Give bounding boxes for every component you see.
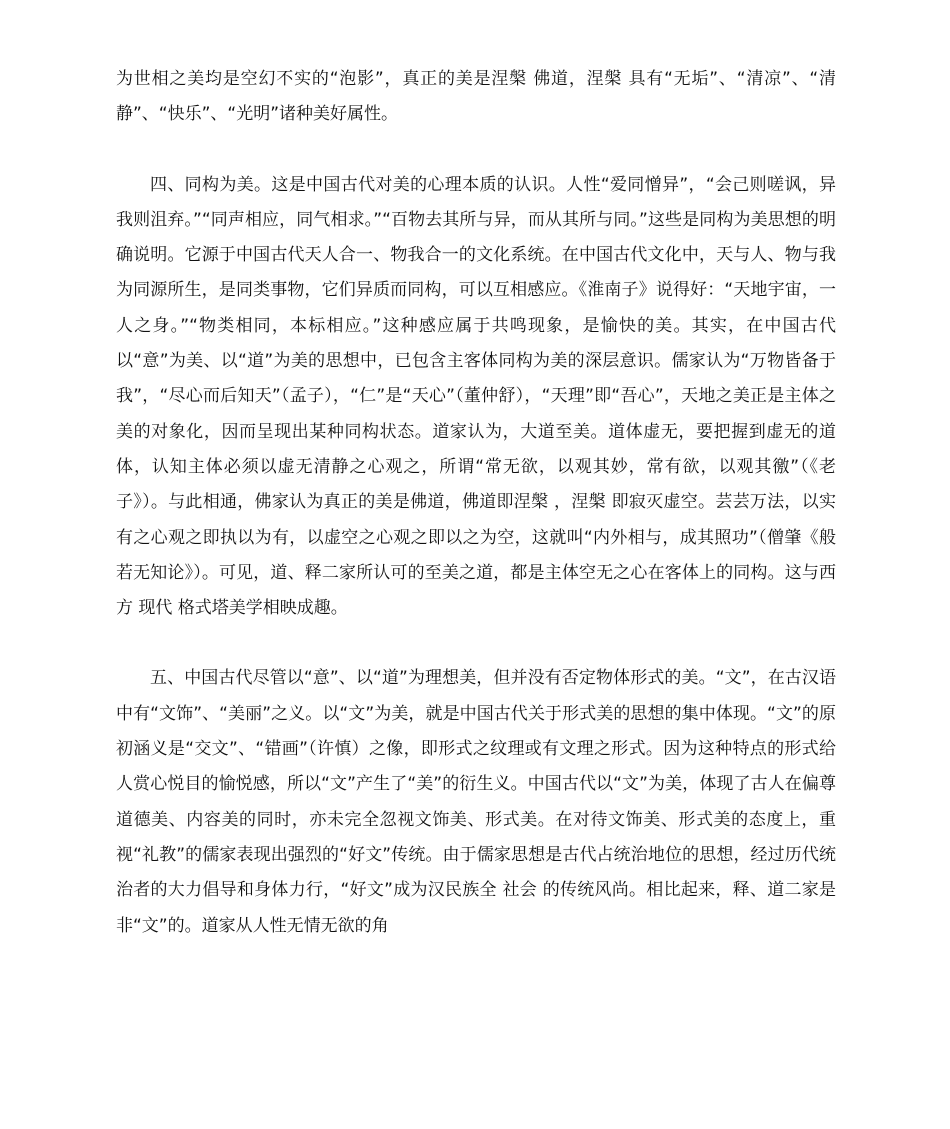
paragraph-continuation: 为世相之美均是空幻不实的“泡影”，真正的美是涅槃 佛道，涅槃 具有“无垢”、“清凉”、“清 静”、“快乐”、“光明”诸种美好属性。 [116,69,836,125]
paragraph-spacer [116,626,836,661]
document-page [116,62,836,944]
paragraph-isomorphism: 四、同构为美。这是中国古代对美的心理本质的认识。人性“爱同憎异”，“会己则嗟讽，异我则沮弃。”“同声相应，同气相求。”“百物去其所与异，而从其所与同。”这些是同构为美思想的明确说明。它源于中国古代天人合一、物我合一的文化系统。在中国古代文化中，天与人、物与我为同源所生，是同类事物，它们异质而同构，可以互相感应。《淮南子》说得好：“天地宇宙，一人之身。”“物类相同，本标相应。”这种感应属于共鸣现象，是愉快的美。其实，在中国古代以“意”为美、以“道”为美的思想中，已包含主客体同构为美的深层意识。儒家认为“万物皆备于我”，“尽心而后知天”（孟子），“仁”是“天心”（董仲舒），“天理”即“吾心”，天地之美正是主体之美的对象化，因而呈现出某种同构状态。道家认为，大道至美。道体虚无，要把握到虚无的道体，认知主体必须以虚无清静之心观之，所谓“常无欲，以观其妙，常有欲，以观其徼”（《老子》）。与此相通，佛家认为真正的美是佛道，佛道即涅槃 ，涅槃 即寂灭虚空。芸芸万法，以实有之心观之即执以为有，以虚空之心观之即以之为空，这就叫“内外相与，成其照功”（僧肇《般若无知论》）。可见，道、释二家所认可的至美之道，都是主体空无之心在客体上的同构。这与西方 现代 格式塔美学相映成趣。 [116,174,836,619]
paragraph-spacer [116,133,836,168]
paragraph-form-beauty: 五、中国古代尽管以“意”、以“道”为理想美，但并没有否定物体形式的美。“文”，在古汉语中有“文饰”、“美丽”之义。以“文”为美，就是中国古代关于形式美的思想的集中体现。“文”的原初涵义是“交文”、“错画”（许慎）之像，即形式之纹理或有文理之形式。因为这种特点的形式给人赏心悦目的愉悦感，所以“文”产生了“美”的衍生义。中国古代以“文”为美，体现了古人在偏尊道德美、内容美的同时，亦未完全忽视文饰美、形式美。在对待文饰美、形式美的态度上，重视“礼教”的儒家表现出强烈的“好文”传统。由于儒家思想是古代占统治地位的思想，经过历代统治者的大力倡导和身体力行，“好文”成为汉民族全 社会 的传统风尚。相比起来，释、道二家是非“文”的。道家从人性无情无欲的角 [116,668,836,936]
